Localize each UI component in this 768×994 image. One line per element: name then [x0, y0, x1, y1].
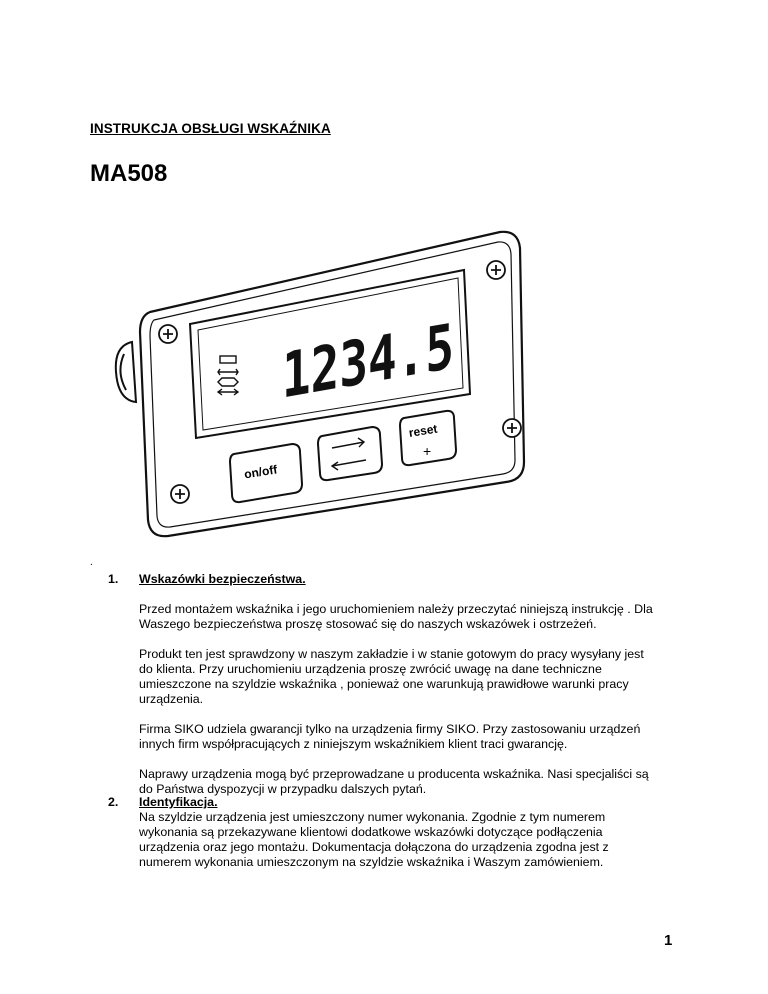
- plus-label: +: [423, 443, 432, 459]
- side-connector: [116, 342, 136, 402]
- section-number: 2.: [108, 795, 119, 809]
- paragraph: Firma SIKO udziela gwarancji tylko na urządzenia firmy SIKO. Przy zastosowaniu urządzeń innych firm współpracujących z niniejszym wskaźnikiem klient traci gwarancję.: [139, 722, 641, 751]
- reset-button-label: reset: [407, 421, 439, 440]
- section-heading: Identyfikacja.: [139, 795, 218, 809]
- on-off-button-label: on/off: [243, 462, 279, 482]
- stray-mark: .: [90, 557, 93, 568]
- screw-top-right-icon: [487, 261, 505, 279]
- indicator-device-illustration: [110, 222, 530, 540]
- paragraph: Przed montażem wskaźnika i jego uruchomieniem należy przeczytać niniejszą instrukcję . Dla Waszego bezpieczeństwa proszę stosować się do naszych wskazówek i ostrzeżeń.: [139, 602, 653, 631]
- reset-button[interactable]: [400, 411, 456, 465]
- paragraph: Produkt ten jest sprawdzony w naszym zakładzie i w stanie gotowym do pracy wysyłany jest do klienta. Przy uruchomieniu urządzenia proszę zwrócić uwagę na dane techniczne umieszczone na szyldzie wskaźnika , ponieważ one warunkują prawidłowe warunki pracy urządzenia.: [139, 647, 644, 706]
- section-number: 1.: [108, 572, 119, 586]
- document-title: INSTRUKCJA OBSŁUGI WSKAŹNIKA: [90, 121, 331, 136]
- on-off-button[interactable]: [230, 444, 302, 502]
- section-heading: Wskazówki bezpieczeństwa.: [139, 572, 306, 586]
- mode-button[interactable]: [318, 427, 382, 480]
- screw-top-left-icon: [159, 325, 177, 343]
- model-number: MA508: [90, 160, 168, 187]
- display-reading: 1234.5: [282, 300, 506, 413]
- screw-bottom-left-icon: [171, 485, 189, 503]
- paragraph: Naprawy urządzenia mogą być przeprowadzane u producenta wskaźnika. Nasi specjaliści są do Państwa dyspozycji w przypadku dalszych pytań.: [139, 767, 649, 796]
- page-number: 1: [664, 932, 673, 949]
- paragraph: Na szyldzie urządzenia jest umieszczony numer wykonania. Zgodnie z tym numerem wykonania są przekazywane klientowi dodatkowe wskazówki dotyczące podłączenia urządzenia oraz jego montażu. Dokumentacja dołączona do urządzenia zgodna jest z numerem wykonania umieszczonym na szyldzie wskaźnika i Waszym zamówieniem.: [139, 810, 609, 869]
- screw-right-icon: [503, 419, 521, 437]
